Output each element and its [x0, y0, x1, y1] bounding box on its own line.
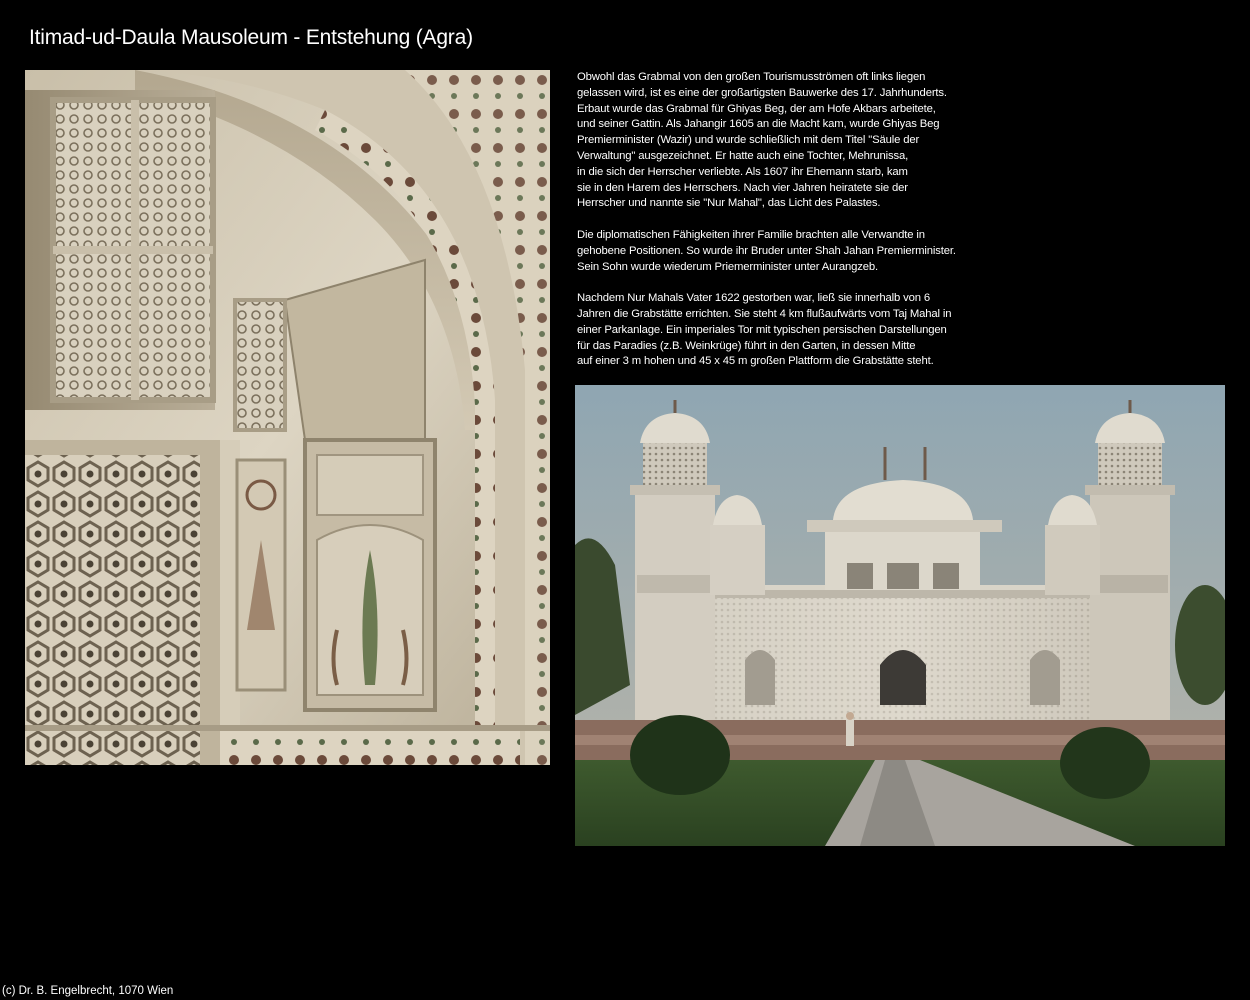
text-line: Nachdem Nur Mahals Vater 1622 gestorben war, ließ sie innerhalb von 6 — [577, 292, 931, 305]
text-line: Sein Sohn wurde wiederum Priemerminister unter Aurangzeb. — [577, 260, 879, 273]
photo-arch-detail[interactable] — [25, 70, 550, 765]
text-line: gelassen wird, ist es eine der großartigsten Bauwerke des 17. Jahrhunderts. — [577, 86, 947, 99]
description-paragraph-3 — [577, 291, 1017, 370]
text-line: sie in den Harem des Herrschers. Nach vier Jahren heiratete sie der — [577, 181, 908, 194]
description-paragraph-1 — [577, 70, 1017, 212]
text-line: Premierminister (Wazir) und wurde schließlich mit dem Titel "Säule der — [577, 134, 920, 147]
text-line: und seiner Gattin. Als Jahangir 1605 an die Macht kam, wurde Ghiyas Beg — [577, 118, 940, 131]
text-line: einer Parkanlage. Ein imperiales Tor mit typischen persischen Darstellungen — [577, 323, 947, 336]
photo-mausoleum[interactable] — [575, 385, 1225, 846]
text-line: Die diplomatischen Fähigkeiten ihrer Familie brachten alle Verwandte in — [577, 228, 925, 241]
page-title: Itimad-ud-Daula Mausoleum - Entstehung (Agra) — [29, 26, 473, 49]
text-line: auf einer 3 m hohen und 45 x 45 m großen Plattform die Grabstätte steht. — [577, 355, 934, 368]
text-line: Jahren die Grabstätte errichten. Sie steht 4 km flußaufwärts vom Taj Mahal in — [577, 307, 952, 320]
description-text — [577, 70, 1017, 386]
description-paragraph-2 — [577, 228, 1017, 275]
text-line: Herrscher und nannte sie "Nur Mahal", das Licht des Palastes. — [577, 197, 881, 210]
text-line: Erbaut wurde das Grabmal für Ghiyas Beg, der am Hofe Akbars arbeitete, — [577, 102, 936, 115]
text-line: Obwohl das Grabmal von den großen Tourismusströmen oft links liegen — [577, 71, 926, 83]
text-line: Verwaltung" ausgezeichnet. Er hatte auch eine Tochter, Mehrunissa, — [577, 149, 909, 162]
text-line: gehobene Positionen. So wurde ihr Bruder unter Shah Jahan Premierminister. — [577, 244, 956, 257]
text-line: in die sich der Herrscher verliebte. Als 1607 ihr Ehemann starb, kam — [577, 165, 908, 178]
text-line: für das Paradies (z.B. Weinkrüge) führt in den Garten, in dessen Mitte — [577, 339, 916, 352]
copyright-footer: (c) Dr. B. Engelbrecht, 1070 Wien — [2, 985, 174, 997]
